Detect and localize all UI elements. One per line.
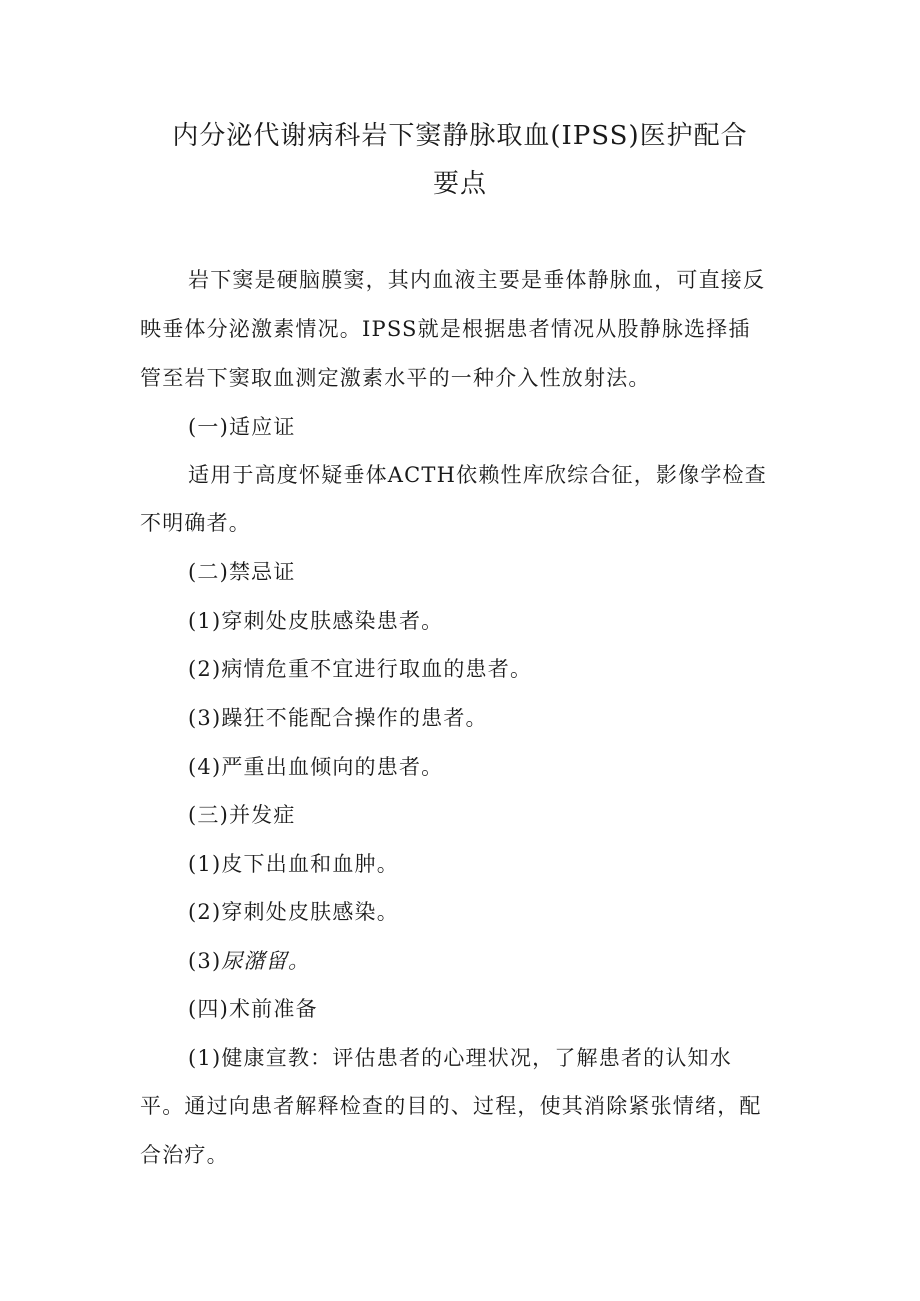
document-title-line-1: 内分泌代谢病科岩下窦静脉取血(IPSS)医护配合 — [172, 121, 748, 151]
indications-line-2: 不明确者。 — [140, 511, 251, 535]
contraindication-item-4: (4)严重出血倾向的患者。 — [188, 755, 444, 779]
complication-item-3 — [188, 937, 782, 986]
complication-item-2: (2)穿刺处皮肤感染。 — [188, 900, 399, 924]
intro-line-3: 管至岩下窦取血测定激素水平的一种介入性放射法。 — [140, 366, 651, 390]
section-heading-complications: (三)并发症 — [188, 803, 296, 827]
preparation-line-2: 平。通过向患者解释检查的目的、过程，使其消除紧张情绪，配 — [140, 1094, 762, 1118]
preparation-line-3: 合治疗。 — [140, 1143, 229, 1167]
contraindication-item-2: (2)病情危重不宜进行取血的患者。 — [188, 657, 533, 681]
contraindication-item-3: (3)躁狂不能配合操作的患者。 — [188, 706, 488, 730]
indications-line-1: 适用于高度怀疑垂体ACTH依赖性库欣综合征，影像学检查 — [188, 463, 767, 487]
preparation-line-1: (1)健康宣教：评估患者的心理状况，了解患者的认知水 — [188, 1046, 732, 1070]
document-title-line-2: 要点 — [432, 169, 487, 199]
complication-item-3-text: 尿潴留。 — [221, 949, 311, 973]
intro-line-2: 映垂体分泌激素情况。IPSS就是根据患者情况从股静脉选择插 — [140, 317, 751, 341]
intro-line-1: 岩下窦是硬脑膜窦，其内血液主要是垂体静脉血，可直接反 — [188, 268, 766, 292]
contraindication-item-1: (1)穿刺处皮肤感染患者。 — [188, 609, 444, 633]
complication-item-3-number: (3) — [188, 949, 222, 973]
section-heading-preparation: (四)术前准备 — [188, 997, 318, 1021]
section-heading-contraindications: (二)禁忌证 — [188, 560, 296, 584]
complication-item-1: (1)皮下出血和血肿。 — [188, 852, 399, 876]
section-heading-indications: (一)适应证 — [188, 415, 296, 439]
